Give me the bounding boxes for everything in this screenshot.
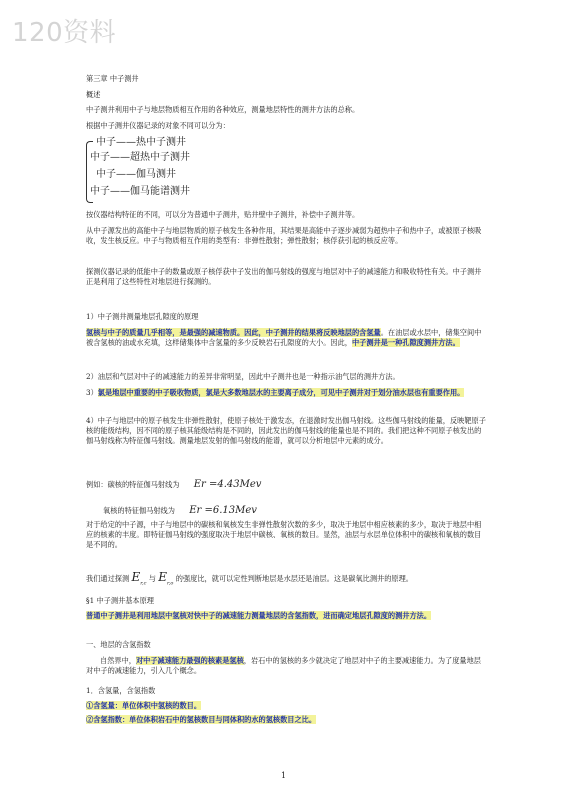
type-item: 中子——伽马测井 <box>96 169 176 180</box>
watermark: 120资料 <box>12 18 117 48</box>
section3-paragraph <box>86 388 486 398</box>
section1-heading: 1）中子测井测量地层孔隙度的原理 <box>86 312 199 321</box>
type-item: 中子——超热中子测井 <box>90 152 190 163</box>
page-number: 1 <box>281 771 287 780</box>
body-text: 我们通过探测 <box>86 574 130 583</box>
interaction-paragraph: 从中子源发出的高能中子与地层物质的原子核发生各种作用，其结果是高能中子逐步减弱为超热中子和热中子，或被原子核吸收，发生核反应。中子与物质相互作用的类型有：非弹性散射；弹性散射；核俘获引起的核反应等。 <box>86 226 482 245</box>
item-heading: 1．含氢量，含氢指数 <box>86 686 156 695</box>
structure-paragraph: 按仪器结构特征的不同，可以分为普通中子测井，贴井壁中子测井，补偿中子测井等。 <box>86 210 360 219</box>
subsection-heading: 一、地层的含氢指数 <box>86 640 151 649</box>
ratio-conclusion <box>86 572 413 588</box>
highlight-text: ②含氢指数：单位体积岩石中的氢核数目与同体积的水的氢核数目之比。 <box>86 715 317 724</box>
type-item: 中子——伽马能谱测井 <box>90 186 190 197</box>
body-text: 。在油层或水层中，储集空间中被含氢核的油或水充填，这样储集体中含氢量的多少反映岩石孔隙度的大小。因此， <box>86 328 482 347</box>
oxygen-formula: Er =6.13Mev <box>189 505 257 516</box>
overview-paragraph-2: 根据中子测井仪器记录的对象不同可以分为： <box>86 121 230 130</box>
highlight-text: 中子测井是一种孔隙度测井方法。 <box>351 338 460 347</box>
definition-2 <box>86 715 316 725</box>
hydrogen-paragraph <box>86 656 486 676</box>
highlight-text: 氢核与中子的质量几乎相等，是最强的减速物质。因此，中子测井的结果将反映地层的含氢量 <box>86 328 381 337</box>
carbon-example <box>86 480 261 490</box>
highlight-text: ①含氢量：单位体积中氢核的数目。 <box>86 701 202 710</box>
body-text: 的强度比，就可以定性判断地层是水层还是油层。这是碳氧比测井的原理。 <box>175 574 413 583</box>
body-text: 自然界中， <box>100 656 136 665</box>
section1-paragraph <box>86 328 486 348</box>
ratio-symbol-oxygen: $E_{r,o}$ <box>158 570 174 587</box>
ratio-paragraph: 对于给定的中子源，中子与地层中的碳核和氧核发生非弹性散射次数的多少，取决于地层中相应核素的多少，取决于地层中相应的核素的丰度。即特征伽马射线的强度取决于地层中碳核、氧核的数目。显然，油层与水层单位体积中的碳核和氧核的数目是不同的。 <box>86 520 482 549</box>
highlight-text: 普通中子测井是利用地层中氢核对快中子的减速能力测量地层的含氢指数，进而确定地层孔隙度的测井方法。 <box>86 611 432 620</box>
section2-paragraph: 2）油层和气层对中子的减速能力的差异非常明显，因此中子测井也是一种指示油气层的测井方法。 <box>86 372 400 381</box>
principle-paragraph: 探测仪器记录的低能中子的数量或原子核俘获中子发出的伽马射线的强度与地层对中子的减速能力和吸收特性有关。中子测井正是利用了这些特性对地层进行探测的。 <box>86 267 482 286</box>
section-definition <box>86 611 486 621</box>
carbon-formula: Er =4.43Mev <box>193 479 262 490</box>
section4-paragraph: 4）中子与地层中的原子核发生非弹性散射，使原子核处于激发态，在退激时发出伽马射线。这些伽马射线的能量，反映靶原子核的能级结构，因不同的原子核其能级结构是不同的，因此发出的伽马射线的能量也是不同的。我们把这种不同原子核发出的伽马射线称为特征伽马射线。测量地层发射的伽马射线的能谱，就可以分析地层中元素的成分。 <box>86 416 486 445</box>
highlight-text: 氯是地层中重要的中子吸收物质，氯是大多数地层水的主要离子成分，可见中子测井对于划分油水层也有重要作用。 <box>97 388 465 397</box>
carbon-label: 例如：碳核的特征伽马射线为 <box>86 480 180 489</box>
definition-1 <box>86 701 201 711</box>
type-item: 中子——热中子测井 <box>96 137 186 148</box>
body-text: 3） <box>86 388 98 397</box>
chapter-title: 第三章 中子测井 <box>86 74 139 83</box>
oxygen-label: 氧核的特征伽马射线为 <box>103 506 175 515</box>
body-text: 与 <box>148 574 156 583</box>
body-text: ，岩石中的氢核的多少就决定了地层对中子的主要减速能力。为了度量地层对中子的减速能力，引入几个概念。 <box>86 656 481 675</box>
highlight-text: 对中子减速能力最强的核素是氢核 <box>135 656 244 665</box>
overview-heading: 概述 <box>86 90 101 99</box>
section-heading: §1 中子测井基本原理 <box>86 596 154 605</box>
oxygen-example <box>103 506 257 516</box>
ratio-symbol-carbon: $E_{r,c}$ <box>131 570 147 587</box>
overview-paragraph-1: 中子测井利用中子与地层物质相互作用的各种效应，测量地层特性的测井方法的总称。 <box>86 105 360 114</box>
